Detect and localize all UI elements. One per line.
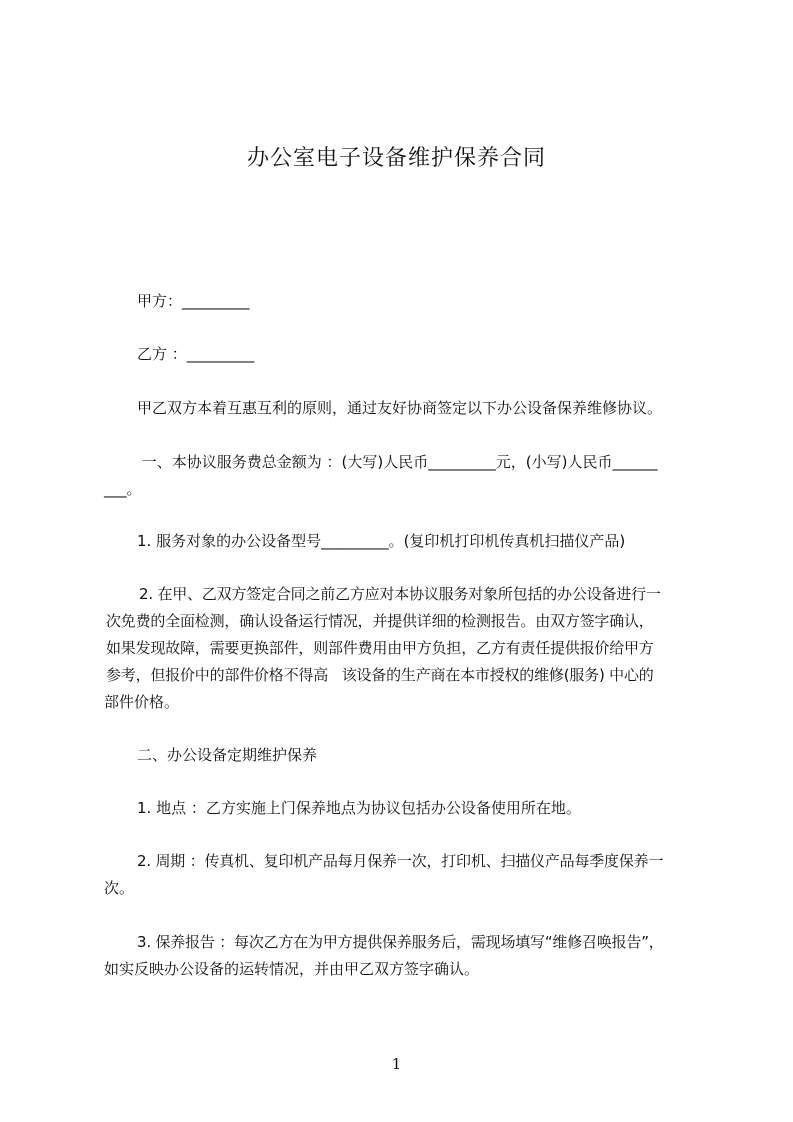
item-1-2-line-3: 如果发现故障，需要更换部件，则部件费用由甲方负担，乙方有责任提供报价给甲方 — [106, 639, 654, 657]
item-2-3-line-1: 3. 保养报告 ：每次乙方在为甲方提供保养服务后，需现场填写“维修召唤报告”， — [137, 933, 664, 951]
intro-paragraph: 甲乙双方本着互惠互利的原则，通过友好协商签定以下办公设备保养维修协议。 — [137, 399, 663, 417]
item-1-2-line-5: 部件价格。 — [104, 693, 180, 711]
section1-heading: 一、本协议服务费总金额为 ：(大写)人民币_________元，(小写)人民币______ — [137, 453, 658, 471]
section2-heading: 二、办公设备定期维护保养 — [137, 746, 318, 764]
item-2-3-line-2: 如实反映办公设备的运转情况，并由甲乙双方签字确认。 — [104, 960, 480, 978]
item-1-2-line-4: 参考，但报价中的部件价格不得高 该设备的生产商在本市授权的维修(服务) 中心的 — [106, 666, 654, 684]
item-1-1: 1. 服务对象的办公设备型号_________。(复印机打印机传真机扫描仪产品) — [137, 532, 626, 550]
item-1-2-line-2: 次免费的全面检测，确认设备运行情况，并提供详细的检测报告。由双方签字确认， — [106, 612, 654, 630]
item-2-2-line-2: 次。 — [104, 879, 135, 897]
party-b-line: 乙方 ：_________ — [137, 345, 255, 363]
party-a-line: 甲方：_________ — [137, 292, 250, 310]
item-2-2-line-1: 2. 周期 ：传真机、复印机产品每月保养一次，打印机、扫描仪产品每季度保养一 — [137, 852, 664, 870]
section1-heading-cont: ___。 — [104, 480, 142, 498]
page-number: 1 — [391, 1055, 402, 1073]
document-title: 办公室电子设备维护保养合同 — [246, 146, 546, 171]
item-2-1: 1. 地点 ：乙方实施上门保养地点为协议包括办公设备使用所在地。 — [137, 799, 581, 817]
item-1-2-line-1: 2. 在甲、乙双方签定合同之前乙方应对本协议服务对象所包括的办公设备进行一 — [139, 585, 661, 603]
